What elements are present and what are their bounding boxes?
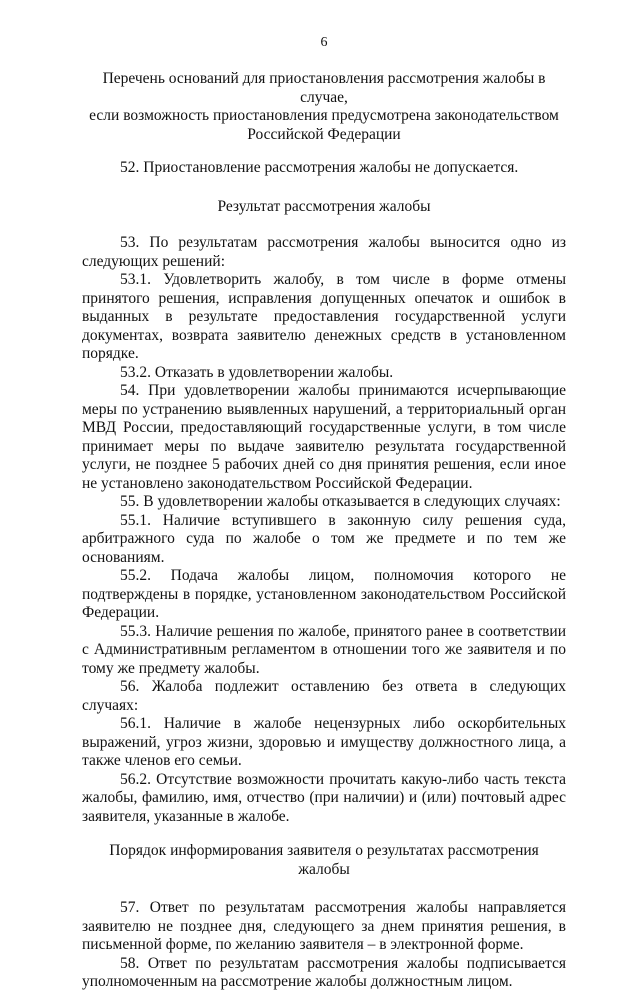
paragraph-55-3: 55.3. Наличие решения по жалобе, принятого ранее в соответствии с Административным регламентом в отношении того же заявителя и по тому же предмету жалобы. bbox=[82, 622, 566, 677]
heading-suspension-line-3: Российской Федерации bbox=[247, 125, 401, 143]
paragraph-53: 53. По результатам рассмотрения жалобы выносится одно из следующих решений: bbox=[82, 234, 566, 270]
page-number: 6 bbox=[320, 35, 328, 50]
paragraph-56: 56. Жалоба подлежит оставлению без ответа в следующих случаях: bbox=[82, 678, 566, 714]
heading-informing-order: Порядок информирования заявителя о результатах рассмотрения жалобы bbox=[109, 842, 539, 878]
paragraph-56-1: 56.1. Наличие в жалобе нецензурных либо оскорбительных выражений, угроз жизни, здоровью и имуществу должностного лица, а также членов его семьи. bbox=[82, 715, 566, 769]
heading-suspension-grounds bbox=[82, 70, 566, 144]
paragraph-56-2: 56.2. Отсутствие возможности прочитать какую-либо часть текста жалобы, фамилию, имя, отчество (при наличии) и (или) почтовый адрес заявителя, указанные в жалобе. bbox=[82, 770, 566, 825]
paragraph-52: 52. Приостановление рассмотрения жалобы не допускается. bbox=[120, 159, 519, 176]
paragraph-53-1: 53.1. Удовлетворить жалобу, в том числе в форме отмены принятого решения, исправления допущенных опечаток и ошибок в выданных в результате предоставления государственной услуги документах, возврата заявителю денежных средств в установленном порядке. bbox=[82, 271, 566, 362]
heading-review-result: Результат рассмотрения жалобы bbox=[217, 197, 431, 215]
paragraph-57: 57. Ответ по результатам рассмотрения жалобы направляется заявителю не позднее дня, следующего за днем принятия решения, в письменной форме, по желанию заявителя – в электронной форме. bbox=[82, 899, 566, 953]
paragraph-58: 58. Ответ по результатам рассмотрения жалобы подписывается уполномоченным на рассмотрение жалобы должностным лицом. bbox=[82, 954, 566, 990]
heading-suspension-line-1: Перечень оснований для приостановления рассмотрения жалобы в случае, bbox=[102, 70, 546, 106]
heading-suspension-line-2: если возможность приостановления предусмотрена законодательством bbox=[89, 107, 559, 124]
paragraph-55-1: 55.1. Наличие вступившего в законную силу решения суда, арбитражного суда по жалобе о том же предмете и по тем же основаниям. bbox=[82, 511, 566, 566]
paragraph-53-2: 53.2. Отказать в удовлетворении жалобы. bbox=[120, 363, 394, 381]
paragraph-54: 54. При удовлетворении жалобы принимаются исчерпывающие меры по устранению выявленных нарушений, а территориальный орган МВД России, предоставляющий государственные услуги, в том числе принимает меры по выдаче заявителю результата государственной услуги, не позднее 5 рабочих дней со дня принятия решения, если иное не установлено законодательством Российской Федерации. bbox=[82, 382, 566, 492]
paragraph-55: 55. В удовлетворении жалобы отказывается в следующих случаях: bbox=[120, 493, 561, 510]
paragraph-55-2: 55.2. Подача жалобы лицом, полномочия которого не подтверждены в порядке, установленном законодательством Российской Федерации. bbox=[82, 567, 566, 621]
